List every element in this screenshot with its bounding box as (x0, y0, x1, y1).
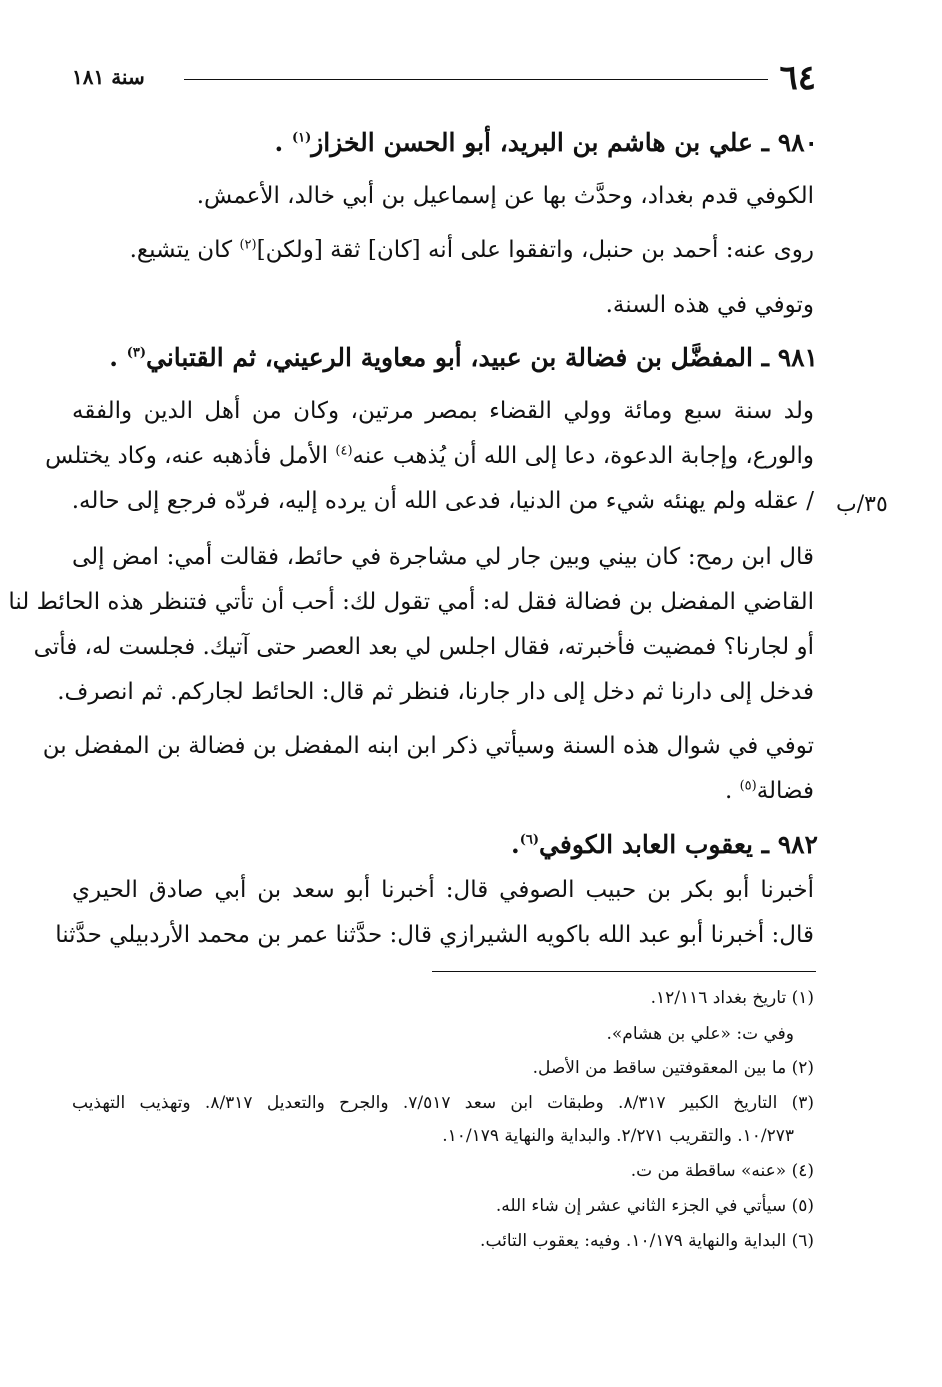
footnote-ref-5: (٥) (739, 778, 757, 794)
page-number: ٦٤ (779, 58, 816, 98)
footnote-1: (١) تاريخ بغداد ١٢/١١٦. (650, 988, 814, 1008)
footnote-5: (٥) سيأتي في الجزء الثاني عشر إن شاء الله. (495, 1196, 814, 1216)
footnote-separator (432, 971, 816, 972)
entry-981-line-2b: الأمل فأذهبه عنه، وكاد يختلس (45, 443, 329, 469)
entry-981-heading (109, 343, 818, 372)
entry-981-line-2a: والورع، وإجابة الدعوة، دعا إلى الله أن يُذهب عنه (352, 443, 814, 469)
entry-980-title: ٩٨٠ ـ علي بن هاشم بن البريد، أبو الحسن الخزاز (311, 128, 818, 157)
footnote-ref-1: (١) (291, 130, 312, 146)
entry-981-line-2 (45, 443, 814, 469)
footnote-ref-4: (٤) (335, 443, 353, 459)
entry-982-heading (511, 830, 818, 859)
footnote-4: (٤) «عنه» ساقطة من ت. (630, 1161, 814, 1181)
entry-981-line-9b: . (724, 778, 733, 804)
entry-980-line-2b: كان يتشيع. (129, 237, 233, 263)
entry-981-line-1: ولد سنة سبع ومائة وولي القضاء بمصر مرتين، وكان من أهل الدين والفقه (72, 398, 814, 424)
running-header (72, 58, 816, 98)
footnote-6: (٦) البداية والنهاية ١٠/١٧٩. وفيه: يعقوب التائب. (480, 1231, 814, 1251)
footnote-2: (٢) ما بين المعقوفتين ساقط من الأصل. (532, 1058, 814, 1078)
footnote-3: (٣) التاريخ الكبير ٨/٣١٧. وطبقات ابن سعد ٧/٥١٧. والجرح والتعديل ٨/٣١٧. وتهذيب التهذيب (72, 1093, 815, 1113)
footnote-3-cont: ١٠/٢٧٣. والتقريب ٢/٢٧١. والبداية والنهاية ١٠/١٧٩. (442, 1126, 794, 1146)
manuscript-folio-marker: ٣٥/ب (836, 492, 888, 517)
footnote-ref-3: (٣) (126, 345, 147, 361)
entry-980-title-end: . (274, 128, 284, 157)
entry-982-title-end: . (511, 830, 520, 859)
entry-980-heading (275, 128, 819, 157)
entry-982-title: ٩٨٢ ـ يعقوب العابد الكوفي (539, 830, 818, 859)
entry-980-line-2a: روى عنه: أحمد بن حنبل، واتفقوا على أنه [كان] ثقة [ولكن] (256, 237, 814, 263)
entry-981-title-end: . (109, 343, 118, 372)
entry-980-line-2 (130, 237, 814, 263)
footnote-ref-6: (٦) (519, 832, 540, 848)
entry-982-line-2: قال: أخبرنا أبو عبد الله باكويه الشيرازي قال: حدَّثنا عمر بن محمد الأردبيلي حدَّثنا (55, 922, 814, 948)
entry-981-line-7: فدخل إلى دارنا ثم دخل إلى دار جارنا، فنظر ثم قال: الحائط لجاركم. ثم انصرف. (57, 679, 814, 705)
entry-981-line-9a: فضالة (756, 778, 814, 804)
entry-980-line-3: وتوفي في هذه السنة. (605, 292, 814, 318)
footnote-1-cont: وفي ت: «علي بن هشام». (606, 1024, 794, 1044)
entry-981-line-5: القاضي المفضل بن فضالة فقل له: أمي تقول لك: أحب أن تأتي فتنظر هذه الحائط لنا (8, 589, 814, 615)
header-rule (184, 79, 768, 80)
entry-981-line-8: توفي في شوال هذه السنة وسيأتي ذكر ابن ابنه المفضل بن فضالة بن المفضل بن (42, 733, 814, 759)
entry-981-line-3: / عقله ولم يهنئه شيء من الدنيا، فدعى الله أن يرده إليه، فردّه فرجع إلى حاله. (71, 488, 814, 514)
entry-981-line-9 (725, 778, 814, 804)
entry-982-line-1: أخبرنا أبو بكر بن حبيب الصوفي قال: أخبرنا أبو سعد بن أبي صادق الحيري (72, 877, 814, 903)
year-label: سنة ١٨١ (72, 65, 145, 89)
footnote-ref-2: (٢) (239, 237, 257, 253)
entry-981-line-4: قال ابن رمح: كان بيني وبين جار لي مشاجرة في حائط، فقالت أمي: امض إلى (72, 544, 814, 570)
entry-981-title: ٩٨١ ـ المفضَّل بن فضالة بن عبيد، أبو معاوية الرعيني، ثم القتباني (146, 343, 818, 372)
entry-981-line-6: أو لجارنا؟ فمضيت فأخبرته، فقال اجلس لي بعد العصر حتى آتيك. فجلست له، فأتى (33, 634, 814, 660)
entry-980-line-1: الكوفي قدم بغداد، وحدَّث بها عن إسماعيل بن أبي خالد، الأعمش. (196, 183, 814, 209)
